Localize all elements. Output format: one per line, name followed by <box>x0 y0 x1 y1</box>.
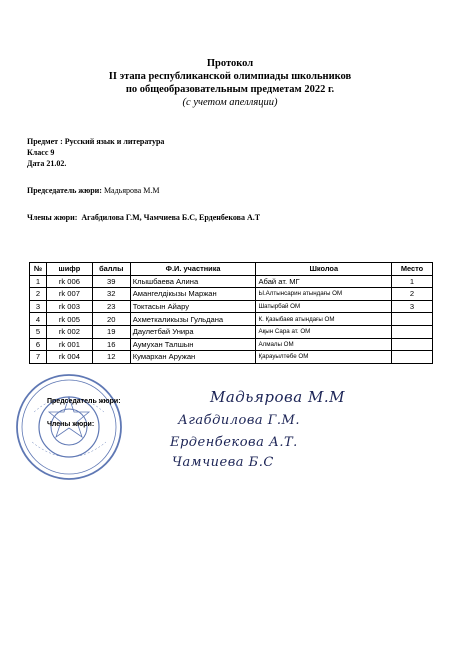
grade-line: Класс 9 <box>27 148 55 157</box>
col-header-name: Ф.И. участника <box>130 263 256 276</box>
cell-score: 20 <box>92 313 130 326</box>
cell-number: 5 <box>30 325 47 338</box>
table-row <box>30 338 433 351</box>
chair-name: Мадьярова М.М <box>103 186 160 195</box>
col-header-code: шифр <box>46 263 92 276</box>
appeal-note: (с учетом апелляции) <box>182 97 278 108</box>
cell-number: 3 <box>30 300 47 313</box>
cell-score: 32 <box>92 288 130 301</box>
table-row <box>30 351 433 364</box>
date-line: Дата 21.02. <box>27 159 67 168</box>
cell-code: rk 001 <box>46 338 92 351</box>
signature-2: Агабдилова Г.М. <box>178 413 300 428</box>
cell-number: 6 <box>30 338 47 351</box>
cell-name: Аумухан Талшын <box>130 338 256 351</box>
cell-place <box>392 325 433 338</box>
cell-number: 1 <box>30 275 47 288</box>
cell-score: 39 <box>92 275 130 288</box>
cell-place: 2 <box>392 288 433 301</box>
cell-name: Даулетбай Унира <box>130 325 256 338</box>
table-row <box>30 313 433 326</box>
sign-members-label: Члены жюри: <box>47 421 95 428</box>
col-header-school: Школоа <box>256 263 392 276</box>
subject-line: Предмет : Русский язык и литература <box>27 137 165 146</box>
cell-score: 23 <box>92 300 130 313</box>
cell-place: 3 <box>392 300 433 313</box>
signature-3: Ерденбекова А.Т. <box>170 435 298 450</box>
doc-subtitle-2: по общеобразовательным предметам 2022 г. <box>125 84 335 95</box>
table-row <box>30 288 433 301</box>
cell-code: rk 005 <box>46 313 92 326</box>
members-label: Члены жюри: <box>27 213 78 222</box>
signature-1: Мадьярова М.М <box>210 388 345 406</box>
cell-place <box>392 338 433 351</box>
doc-title: Протокол <box>206 58 254 69</box>
cell-name: Амангелдікызы Маржан <box>130 288 256 301</box>
cell-code: rk 003 <box>46 300 92 313</box>
cell-code: rk 002 <box>46 325 92 338</box>
cell-name: Ахметкаликызы Гульдана <box>130 313 256 326</box>
cell-score: 12 <box>92 351 130 364</box>
cell-name: Клышбаева Алина <box>130 275 256 288</box>
cell-code: rk 006 <box>46 275 92 288</box>
cell-number: 2 <box>30 288 47 301</box>
cell-place <box>392 351 433 364</box>
cell-school: Алмалы ОМ <box>256 338 392 351</box>
results-table <box>29 262 433 364</box>
cell-place: 1 <box>392 275 433 288</box>
signature-4: Чамчиева Б.С <box>172 455 274 470</box>
sign-chair-label: Председатель жюри: <box>47 398 121 405</box>
chair-label: Председатель жюри: <box>27 186 102 195</box>
members-line <box>27 213 260 222</box>
members-names: Агабдилова Г.М, Чамчиева Б.С, Ерденбекова А.Т <box>81 213 261 222</box>
cell-code: rk 007 <box>46 288 92 301</box>
cell-score: 16 <box>92 338 130 351</box>
cell-school: Ы.Алтынсарин атындағы ОМ <box>256 288 392 301</box>
cell-school: Шатырбай ОМ <box>256 300 392 313</box>
cell-number: 7 <box>30 351 47 364</box>
doc-subtitle-1: II этапа республиканской олимпиады школьников <box>108 71 352 82</box>
chair-line <box>27 186 159 195</box>
cell-school: Ақын Сара ат. ОМ <box>256 325 392 338</box>
table-header-row <box>30 263 433 276</box>
cell-place <box>392 313 433 326</box>
table-row <box>30 325 433 338</box>
cell-code: rk 004 <box>46 351 92 364</box>
col-header-place: Место <box>392 263 433 276</box>
cell-score: 19 <box>92 325 130 338</box>
col-header-number: № <box>30 263 47 276</box>
table-row <box>30 275 433 288</box>
table-row <box>30 300 433 313</box>
cell-school: Қарауылтөбе ОМ <box>256 351 392 364</box>
col-header-score: баллы <box>92 263 130 276</box>
cell-name: Кумархан Аружан <box>130 351 256 364</box>
cell-name: Токтасын Айару <box>130 300 256 313</box>
cell-school: К. Қазыбаев атындағы ОМ <box>256 313 392 326</box>
cell-school: Абай ат. МГ <box>256 275 392 288</box>
cell-number: 4 <box>30 313 47 326</box>
